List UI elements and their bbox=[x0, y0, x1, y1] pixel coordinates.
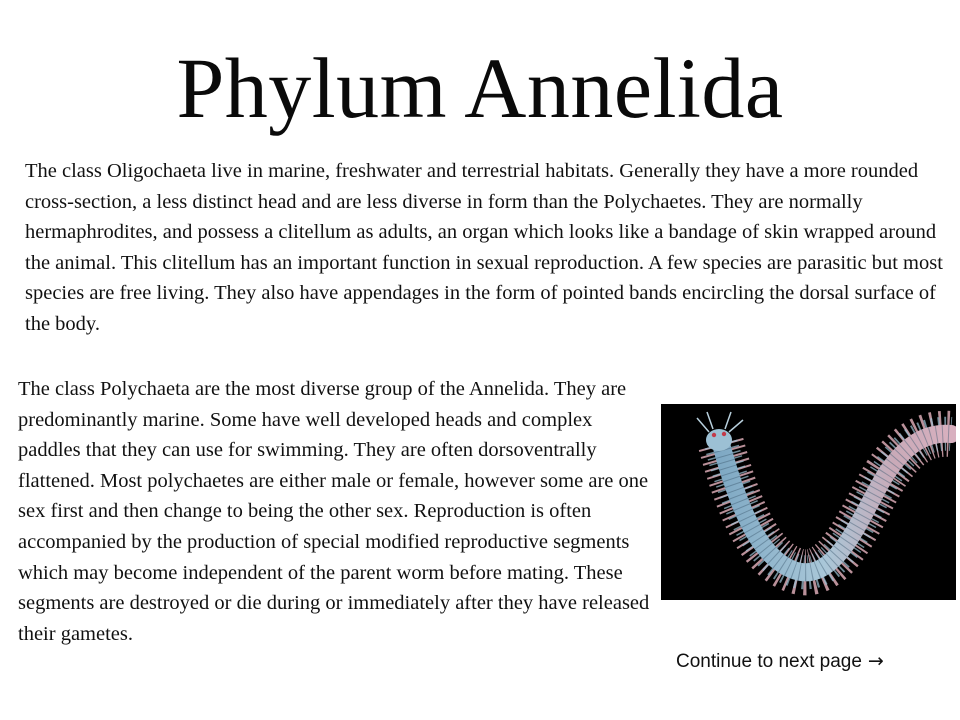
continue-next-page-link[interactable] bbox=[676, 647, 884, 676]
continue-link-label: Continue to next page bbox=[676, 651, 862, 672]
arrow-right-icon: → bbox=[867, 650, 884, 672]
oligochaeta-paragraph: The class Oligochaeta live in marine, freshwater and terrestrial habitats. Generally they have a more rounded cross-section, a less distinct head and are less diverse in form than the Polychaetes. They are normally hermaphrodites, and possess a clitellum as adults, an organ which looks like a bandage of skin wrapped around the animal. This clitellum has an important function in sexual reproduction. A few species are parasitic but most species are free living. They also have appendages in the form of pointed bands encircling the dorsal surface of the body. bbox=[25, 160, 943, 335]
polychaete-worm-photo bbox=[661, 404, 956, 600]
polychaeta-paragraph: The class Polychaeta are the most diverse group of the Annelida. They are predominantly marine. Some have well developed heads and complex paddles that they can use for swimming. They are often dorsoventrally flattened. Most polychaetes are either male or female, however some are one sex first and then change to being the other sex. Reproduction is often accompanied by the production of special modified reproductive segments which may become independent of the parent worm before mating. These segments are destroyed or die during or immediately after they have released their gametes. bbox=[18, 378, 650, 645]
slide-title: Phylum Annelida bbox=[176, 40, 784, 136]
